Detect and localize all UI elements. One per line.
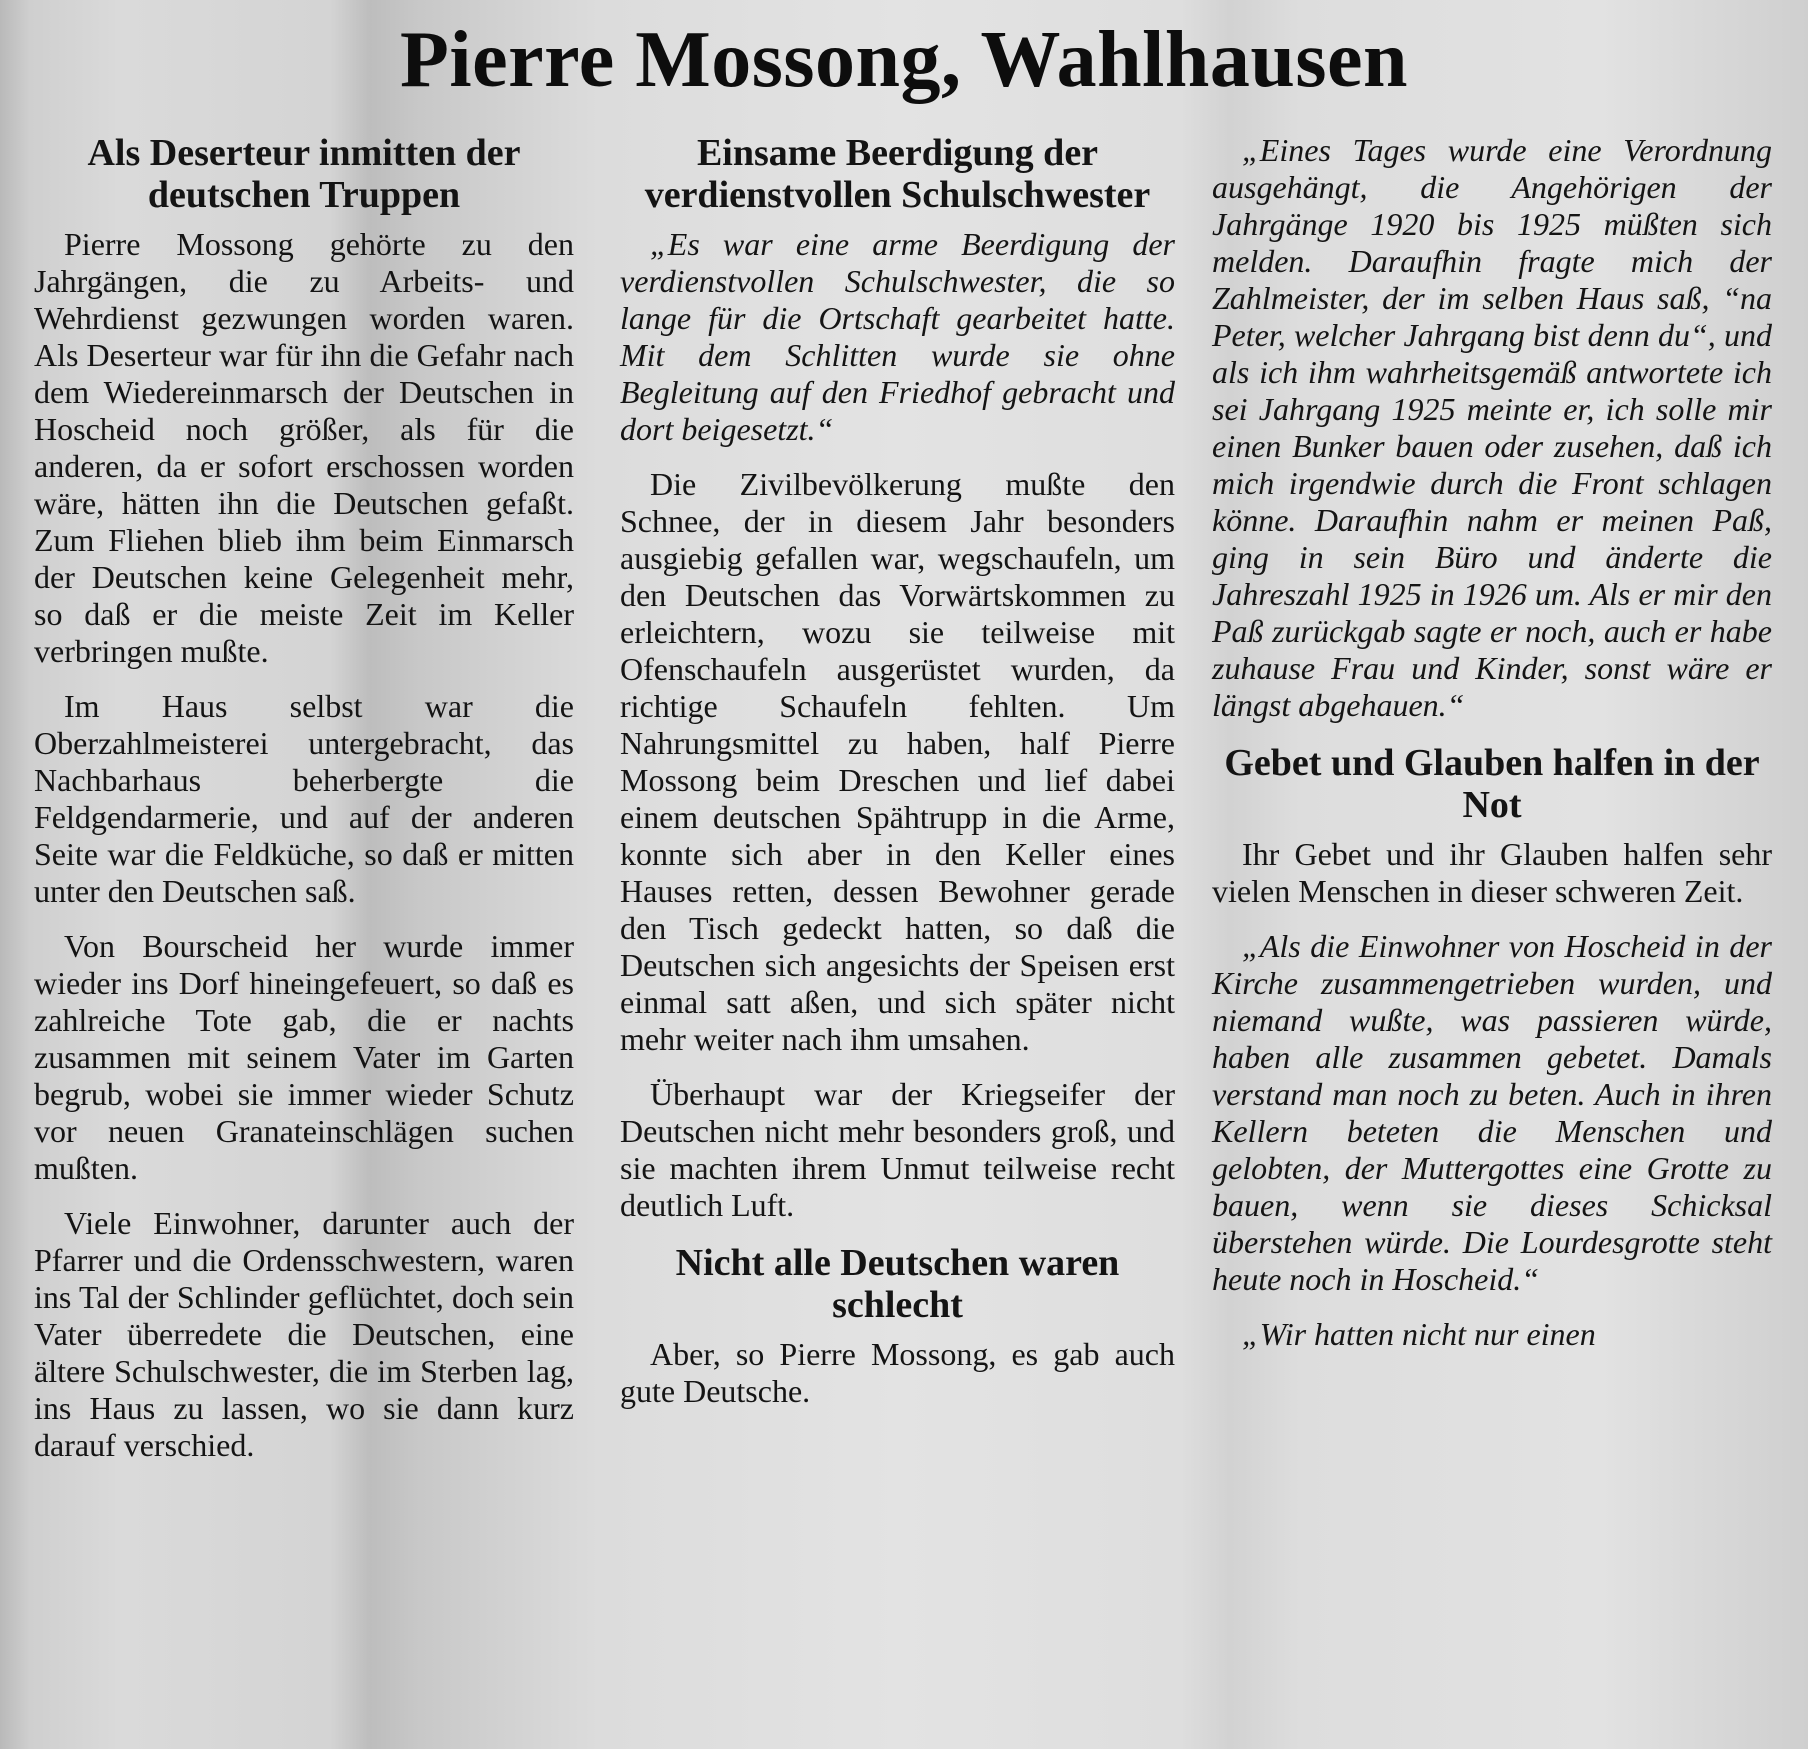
quote-paragraph: „Wir hatten nicht nur einen — [1242, 1316, 1596, 1352]
article-paragraph: Im Haus selbst war die Oberzahlmeisterei untergebracht, das Nachbarhaus beherbergte die Feldgendarmerie, und auf der anderen Seite war die Feldküche, so daß er mitten unter den Deutschen saß. — [34, 688, 574, 909]
column-2 — [620, 132, 1175, 1428]
section-heading-gebet: Gebet und Glauben halfen in der Not — [1224, 742, 1760, 826]
section-heading-nicht-alle: Nicht alle Deutschen waren schlecht — [675, 1242, 1120, 1326]
column-1 — [34, 132, 574, 1482]
section-heading-deserteur: Als Deserteur inmitten der deutschen Truppen — [87, 132, 521, 216]
quote-paragraph: „Als die Einwohner von Hoscheid in der Kirche zusammengetrieben wurden, und niemand wußte, was passieren würde, haben alle zusammen gebetet. Damals verstand man noch zu beten. Auch in ihren Kellern beteten die Menschen und gelobten, der Muttergottes eine Grotte zu bauen, wenn sie dieses Schicksal überstehen würde. Die Lourdesgrotte steht heute noch in Hoscheid.“ — [1212, 928, 1772, 1297]
column-3 — [1212, 132, 1772, 1371]
page-title: Pierre Mossong, Wahlhausen — [400, 16, 1408, 104]
section-heading-beerdigung: Einsame Beerdigung der verdienstvollen Schulschwester — [644, 132, 1151, 216]
quote-paragraph: „Es war eine arme Beerdigung der verdienstvollen Schulschwester, die so lange für die Ortschaft gearbeitet hatte. Mit dem Schlitten wurde sie ohne Begleitung auf den Friedhof gebracht und dort beigesetzt.“ — [620, 226, 1175, 447]
article-paragraph: Ihr Gebet und ihr Glauben halfen sehr vielen Menschen in dieser schweren Zeit. — [1212, 836, 1772, 909]
article-paragraph: Pierre Mossong gehörte zu den Jahrgängen, die zu Arbeits- und Wehrdienst gezwungen worden waren. Als Deserteur war für ihn die Gefahr nach dem Wiedereinmarsch der Deutschen in Hoscheid noch größer, als für die anderen, da er sofort erschossen worden wäre, hätten ihn die Deutschen gefaßt. Zum Fliehen blieb ihm beim Einmarsch der Deutschen keine Gelegenheit mehr, so daß er die meiste Zeit im Keller verbringen mußte. — [34, 226, 574, 669]
article-paragraph: Aber, so Pierre Mossong, es gab auch gute Deutsche. — [620, 1336, 1175, 1409]
article-paragraph: Viele Einwohner, darunter auch der Pfarrer und die Ordensschwestern, waren ins Tal der Schlinder geflüchtet, doch sein Vater überredete die Deutschen, eine ältere Schulschwester, die im Sterben lag, ins Haus zu lassen, wo sie dann kurz darauf verschied. — [34, 1205, 574, 1463]
article-paragraph: Überhaupt war der Kriegseifer der Deutschen nicht mehr besonders groß, und sie machten ihrem Unmut teilweise recht deutlich Luft. — [620, 1076, 1175, 1223]
quote-paragraph: „Eines Tages wurde eine Verordnung ausgehängt, die Angehörigen der Jahrgänge 1920 bis 1925 müßten sich melden. Daraufhin fragte mich der Zahlmeister, der im selben Haus saß, “na Peter, welcher Jahrgang bist denn du“, und als ich ihm wahrheitsgemäß antwortete ich sei Jahrgang 1925 meinte er, ich solle mir einen Bunker bauen oder zusehen, daß ich mich irgendwie durch die Front schlagen könne. Daraufhin nahm er meinen Paß, ging in sein Büro und änderte die Jahreszahl 1925 in 1926 um. Als er mir den Paß zurückgab sagte er noch, auch er habe zuhause Frau und Kinder, sonst wäre er längst abgehauen.“ — [1212, 132, 1772, 723]
article-paragraph: Die Zivilbevölkerung mußte den Schnee, der in diesem Jahr besonders ausgiebig gefallen war, wegschaufeln, um den Deutschen das Vorwärtskommen zu erleichtern, wozu sie teilweise mit Ofenschaufeln ausgerüstet wurden, da richtige Schaufeln fehlten. Um Nahrungsmittel zu haben, half Pierre Mossong beim Dreschen und lief dabei einem deutschen Spähtrupp in die Arme, konnte sich aber in den Keller eines Hauses retten, dessen Bewohner gerade den Tisch gedeckt hatten, so daß die Deutschen sich angesichts der Speisen erst einmal satt aßen, und sich später nicht mehr weiter nach ihm umsahen. — [620, 466, 1175, 1057]
article-paragraph: Von Bourscheid her wurde immer wieder ins Dorf hineingefeuert, so daß es zahlreiche Tote gab, die er nachts zusammen mit seinem Vater im Garten begrub, wobei sie immer wieder Schutz vor neuen Granateinschlägen suchen mußten. — [34, 928, 574, 1186]
